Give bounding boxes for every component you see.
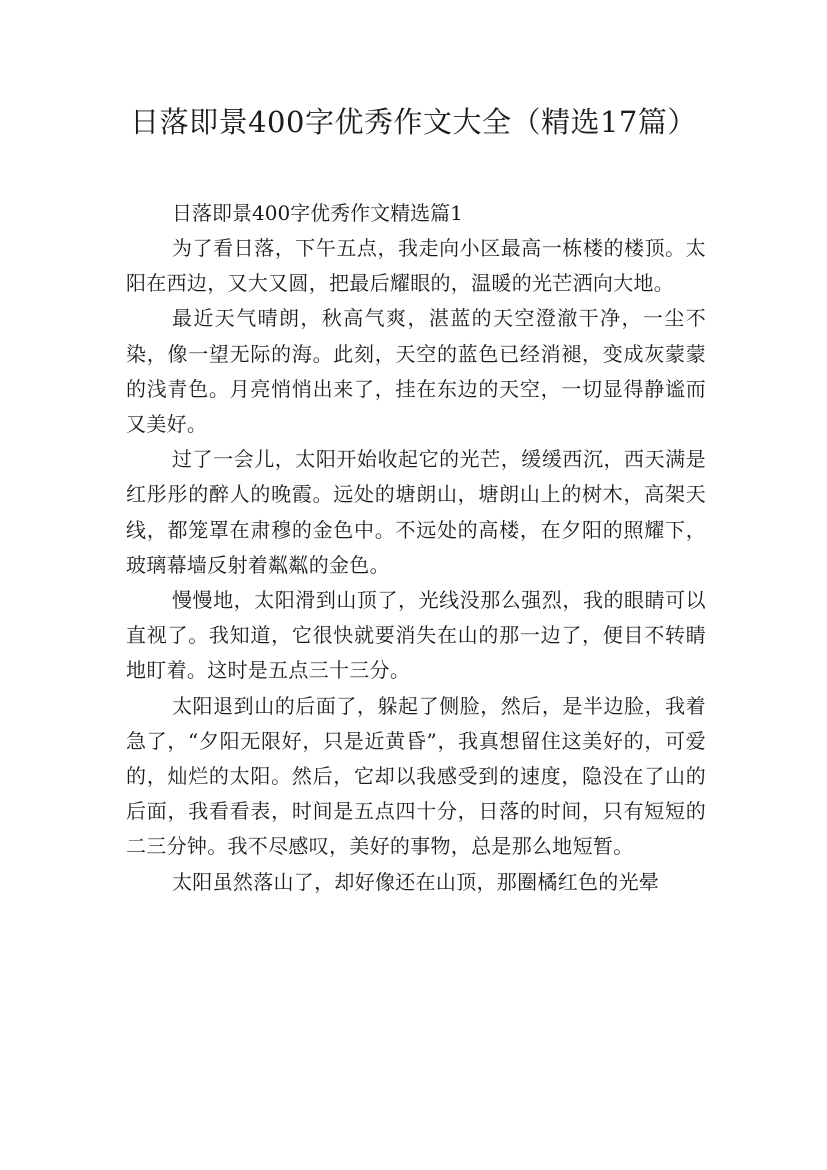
paragraph-1: 为了看日落，下午五点，我走向小区最高一栋楼的楼顶。太阳在西边，又大又圆，把最后耀眼的，温暖的光芒洒向大地。 bbox=[126, 236, 706, 296]
document-title: 日落即景400字优秀作文大全（精选17篇） bbox=[130, 105, 697, 139]
section-heading: 日落即景400字优秀作文精选篇1 bbox=[172, 201, 463, 225]
paragraph-6: 太阳虽然落山了，却好像还在山顶，那圈橘红色的光晕 bbox=[172, 869, 660, 894]
paragraph-4: 慢慢地，太阳滑到山顶了，光线没那么强烈，我的眼睛可以直视了。我知道，它很快就要消失在山的那一边了，便目不转睛地盯着。这时是五点三十三分。 bbox=[126, 588, 706, 683]
paragraph-2: 最近天气晴朗，秋高气爽，湛蓝的天空澄澈干净，一尘不染，像一望无际的海。此刻，天空的蓝色已经消褪，变成灰蒙蒙的浅青色。月亮悄悄出来了，挂在东边的天空，一切显得静谧而又美好。 bbox=[126, 306, 706, 437]
document-body bbox=[126, 196, 706, 900]
paragraph-3: 过了一会儿，太阳开始收起它的光芒，缓缓西沉，西天满是红彤彤的醉人的晚霞。远处的塘朗山，塘朗山上的树木，高架天线，都笼罩在肃穆的金色中。不远处的高楼，在夕阳的照耀下，玻璃幕墙反射着粼粼的金色。 bbox=[126, 447, 706, 577]
paragraph-5: 太阳退到山的后面了，躲起了侧脸，然后，是半边脸，我着急了，“夕阳无限好，只是近黄昏”，我真想留住这美好的，可爱的，灿烂的太阳。然后，它却以我感受到的速度，隐没在了山的后面，我看看表，时间是五点四十分，日落的时间，只有短短的二三分钟。我不尽感叹，美好的事物，总是那么地短暂。 bbox=[126, 693, 706, 859]
